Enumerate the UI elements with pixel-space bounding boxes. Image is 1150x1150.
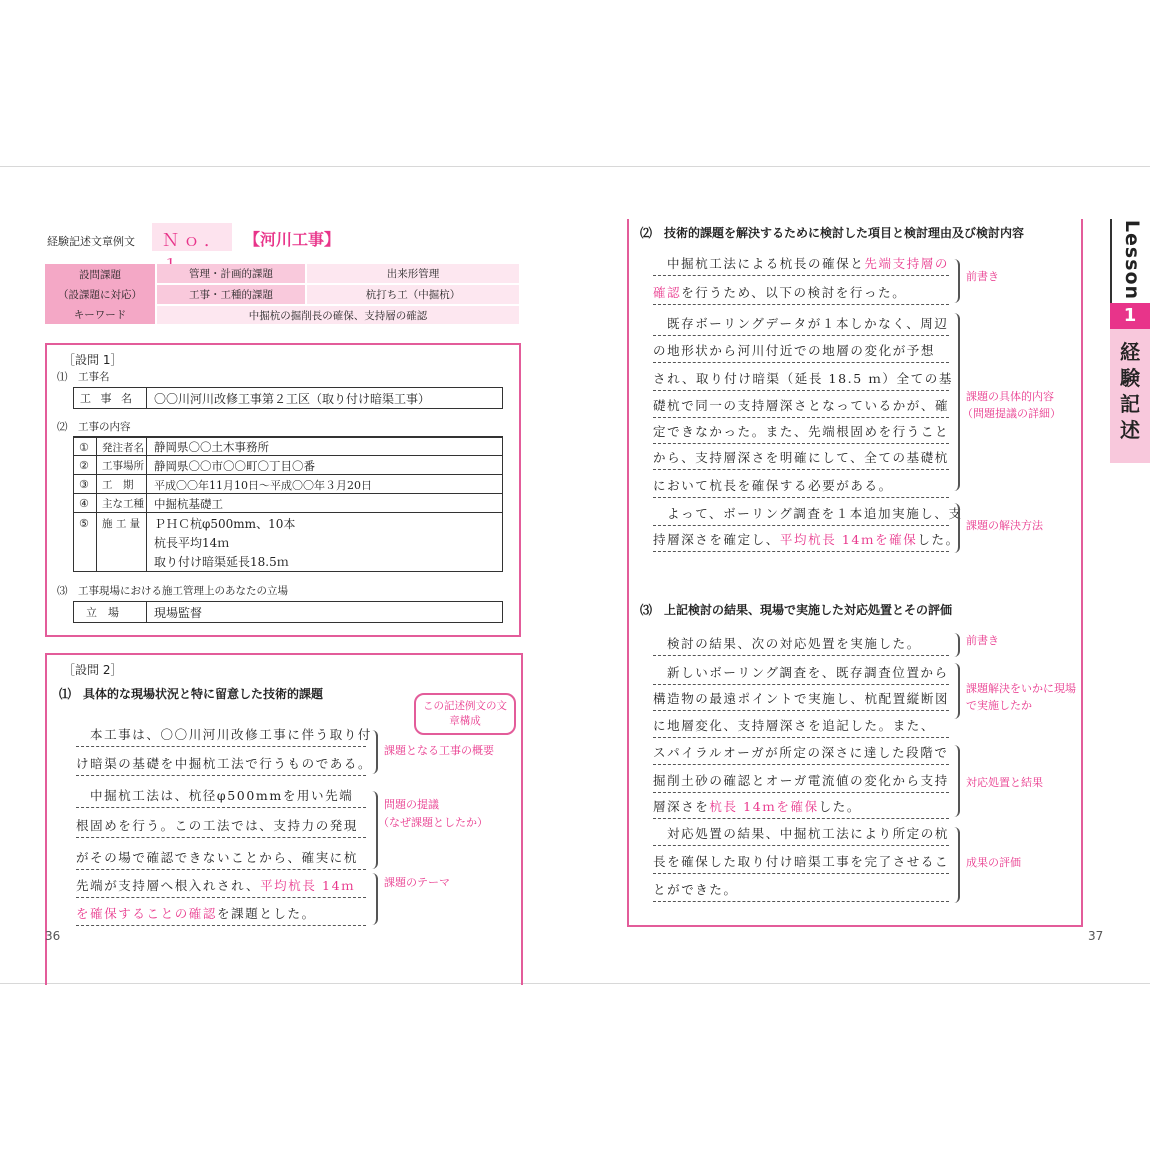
row-num: ③ [79, 478, 89, 491]
position-table [73, 601, 503, 623]
question-1-box [45, 343, 521, 637]
line-text: け暗渠の基礎を中掘杭工法で行うものである。 [76, 756, 373, 771]
header-task-b-value: 杭打ち工（中掘杭） [307, 285, 519, 304]
answer-line [653, 742, 949, 765]
answer-line [653, 447, 949, 470]
row-value: 平成〇〇年11月10日〜平成〇〇年３月20日 [154, 478, 372, 492]
example-number: Ｎｏ． [162, 231, 225, 251]
row-value: 静岡県〇〇市〇〇町〇丁目〇番 [154, 458, 315, 473]
section-2-title: ⑵ 技術的課題を解決するために検討した項目と検討理由及び検討内容 [640, 226, 1025, 240]
note-intro: 前書き [966, 270, 999, 283]
line-text: よって、ボーリング調査を１本追加実施し、支 [667, 506, 963, 521]
answer-line [653, 662, 949, 685]
construction-name-label: 工 事 名 [80, 392, 135, 405]
answer-line [76, 815, 366, 838]
row-num: ① [79, 440, 89, 454]
note-implementation: 課題解決をいかに現場 [966, 682, 1076, 695]
answer-line [653, 475, 949, 498]
note-implementation-sub: で実施したか [966, 699, 1032, 712]
highlight-text: 確認 [653, 285, 682, 300]
row-label: 工 期 [102, 479, 134, 491]
note-detail-sub: （問題提議の詳細） [962, 407, 1061, 420]
answer-line [653, 313, 949, 336]
answer-line [76, 724, 373, 747]
page-number-right: 37 [1088, 929, 1104, 943]
answer-line [653, 823, 949, 846]
line-text: 構造物の最遠ポイントで実施し、杭配置縦断図 [653, 691, 950, 706]
quantity-line-1: ＰＨＣ杭φ500mm、10本 [154, 517, 296, 531]
brace [370, 873, 378, 925]
q1-sub1: ⑴ 工事名 [57, 371, 110, 383]
header-q-label-1: 設問課題 [45, 264, 155, 284]
line-text: した。 [917, 532, 960, 547]
brace [952, 503, 960, 553]
header-task-a: 管理・計画的課題 [157, 264, 305, 283]
lesson-word: Lesson [1121, 219, 1143, 301]
note-overview: 課題となる工事の概要 [384, 744, 494, 757]
bubble-text: この記述例文の文章構成 [423, 700, 507, 727]
note-evaluation: 成果の評価 [966, 856, 1021, 869]
content-row [74, 437, 502, 456]
content-row [74, 474, 502, 494]
answer-line [653, 715, 949, 738]
highlight-text: 平均杭長 14ｍ [260, 878, 356, 893]
answer-line [76, 847, 366, 870]
answer-line [653, 796, 949, 819]
header-keyword-value: 中掘杭の掘削長の確保、支持層の確認 [157, 306, 519, 324]
line-text: 礎杭で同一の支持層深さとなっているかが、確 [653, 398, 950, 413]
line-text: 既存ボーリングデータが１本しかなく、周辺 [667, 316, 949, 331]
line-text: 中掘杭工法は、杭径φ500mmを用い先端 [90, 788, 354, 803]
answer-line [653, 633, 949, 656]
highlight-text: を確保することの確認 [76, 906, 218, 921]
line-text: を課題とした。 [217, 906, 316, 921]
line-text: 先端が支持層へ根入れされ、 [76, 878, 261, 893]
answer-line [76, 903, 366, 926]
structure-bubble [414, 693, 516, 735]
answer-line [653, 253, 949, 276]
line-text: に地層変化、支持層深さを追記した。また、 [653, 718, 936, 733]
note-solution: 課題の解決方法 [966, 519, 1043, 532]
content-row [74, 455, 502, 475]
line-text: から、支持層深さを明確にして、全ての基礎杭 [653, 450, 949, 465]
line-text: され、取り付け暗渠（延長 18.5 ｍ）全ての基 [653, 371, 953, 386]
header-keyword-label: キーワード [45, 304, 155, 324]
brace [952, 663, 960, 719]
line-text: した。 [818, 799, 861, 814]
highlight-text: 先端支持層の [864, 256, 950, 271]
header-table [45, 264, 519, 324]
line-text: スパイラルオーガが所定の深さに達した段階で [653, 745, 949, 760]
chapter-side-tab [1110, 219, 1150, 463]
quantity-line-2: 杭長平均14ｍ [154, 536, 230, 550]
row-label: 発注者名 [102, 441, 144, 454]
row-num: ② [79, 459, 89, 472]
answer-line [76, 753, 373, 776]
answer-line [653, 851, 949, 874]
header-q-label-2: （設課題に対応） [45, 284, 155, 304]
construction-name-table [73, 387, 503, 409]
answer-line [653, 688, 949, 711]
q2-title: ［設問 2］ [63, 663, 123, 677]
position-label: 立 場 [86, 606, 119, 619]
answer-line [653, 529, 960, 552]
answer-line [76, 785, 366, 808]
answer-line [76, 875, 366, 898]
content-row [74, 493, 502, 513]
answer-line [653, 879, 949, 902]
row-label: 主な工種 [102, 498, 144, 510]
line-text: とができた。 [653, 882, 738, 897]
line-text: を行うため、以下の検討を行った。 [681, 285, 907, 300]
section-3-title: ⑶ 上記検討の結果、現場で実施した対応処置とその評価 [640, 603, 953, 617]
answer-line [653, 770, 949, 793]
brace [370, 791, 378, 869]
quantity-line-3: 取り付け暗渠延長18.5ｍ [154, 555, 289, 569]
line-text: において杭長を確保する必要がある。 [653, 478, 893, 493]
note-intro-2: 前書き [966, 634, 999, 647]
row-label: 施 工 量 [102, 518, 141, 530]
line-text: の地形状から河川付近での地層の変化が予想 [653, 343, 936, 358]
q1-sub3: ⑶ 工事現場における施工管理上のあなたの立場 [57, 585, 288, 597]
q1-sub2: ⑵ 工事の内容 [57, 421, 131, 433]
note-theme: 課題のテーマ [384, 876, 450, 889]
brace [952, 259, 960, 303]
example-number-box [152, 223, 232, 251]
brace [952, 633, 960, 657]
construction-name-value: 〇〇川河川改修工事第２工区（取り付け暗渠工事） [154, 391, 431, 406]
brace [952, 313, 960, 491]
brace [952, 827, 960, 903]
highlight-text: 平均杭長 14ｍを確保 [779, 532, 918, 547]
line-text: 長を確保した取り付け暗渠工事を完了させるこ [653, 854, 950, 869]
answer-line [653, 340, 949, 363]
chapter-title: 経験記述 [1120, 340, 1140, 442]
book-spread [0, 166, 1150, 984]
note-problem-reason: （なぜ課題としたか） [378, 816, 488, 829]
lesson-word-box [1110, 219, 1150, 303]
q1-title: ［設問 1］ [63, 353, 123, 367]
line-text: がその場で確認できないことから、確実に杭 [76, 850, 359, 865]
quantity-block [154, 515, 295, 572]
brace [952, 745, 960, 817]
row-num: ⑤ [79, 517, 89, 530]
header-task-b: 工事・工種的課題 [157, 285, 305, 304]
line-text: 新しいボーリング調査を、既存調査位置から [667, 665, 949, 680]
construction-content-table [73, 436, 503, 572]
page-number-left: 36 [45, 929, 61, 943]
line-text: 本工事は、〇〇川河川改修工事に伴う取り付 [90, 727, 373, 742]
row-label: 工事場所 [102, 460, 144, 472]
line-text: 対応処置の結果、中掘杭工法により所定の杭 [667, 826, 950, 841]
answer-line [653, 503, 963, 526]
chapter-box [1110, 329, 1150, 463]
example-label: 経験記述文章例文 [47, 235, 135, 248]
line-text: 持層深さを確定し、 [653, 532, 780, 547]
example-theme: 【河川工事】 [244, 230, 341, 249]
note-detail: 課題の具体的内容 [966, 390, 1054, 403]
brace [370, 730, 378, 774]
line-text: 中掘杭工法による杭長の確保と [667, 256, 865, 271]
answer-line [653, 421, 949, 444]
note-result: 対応処置と結果 [966, 776, 1043, 789]
lesson-number: 1 [1110, 303, 1150, 329]
row-value: 静岡県〇〇土木事務所 [154, 440, 269, 454]
line-text: 掘削土砂の確認とオーガ電流値の変化から支持 [653, 773, 949, 788]
header-task-a-value: 出来形管理 [307, 264, 519, 283]
line-text: 定できなかった。また、先端根固めを行うこと [653, 424, 950, 439]
row-value: 中掘杭基礎工 [154, 496, 223, 511]
line-text: 検討の結果、次の対応処置を実施した。 [667, 636, 921, 651]
highlight-text: 杭長 14ｍを確保 [709, 799, 819, 814]
answer-line [653, 368, 953, 391]
row-num: ④ [79, 497, 89, 510]
content-row [74, 512, 502, 572]
position-value: 現場監督 [154, 605, 203, 620]
note-problem: 問題の提議 [384, 798, 439, 811]
q2-sub1: ⑴ 具体的な現場状況と特に留意した技術的課題 [59, 687, 324, 701]
line-text: 根固めを行う。この工法では、支持力の発現 [76, 818, 359, 833]
answer-line [653, 395, 949, 418]
answer-line [653, 282, 949, 305]
line-text: 層深さを [653, 799, 710, 814]
